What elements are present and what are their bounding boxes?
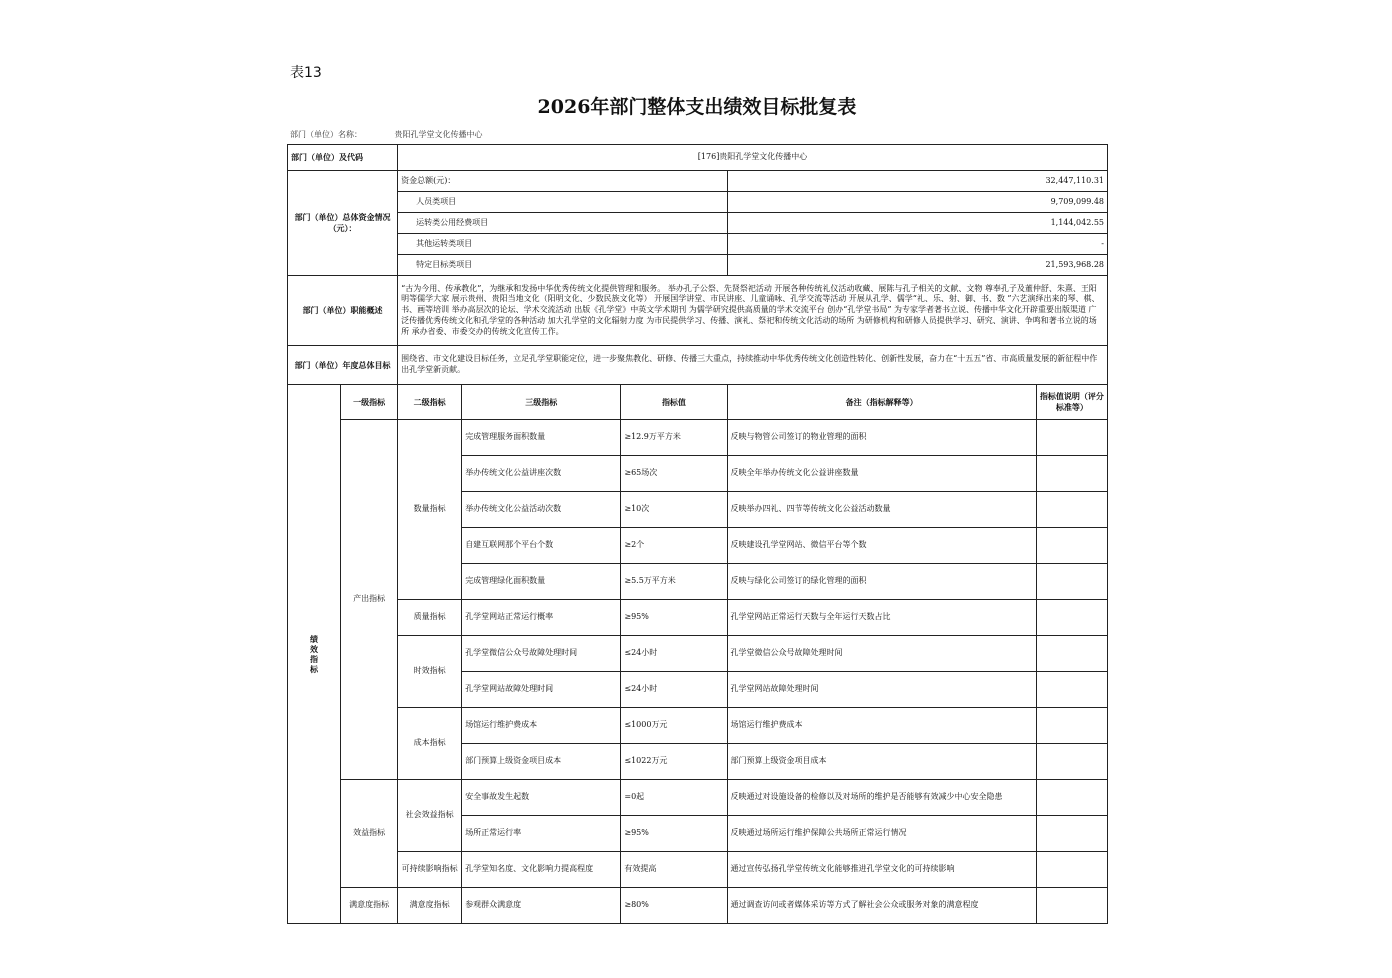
indicator-name: 孔学堂网站故障处理时间 xyxy=(462,672,621,708)
code-label: 部门（单位）及代码 xyxy=(288,145,398,171)
indicator-value: ≥5.5万平方米 xyxy=(621,564,727,600)
indicator-name: 孔学堂微信公众号故障处理时间 xyxy=(462,636,621,672)
indicator-name: 孔学堂知名度、文化影响力提高程度 xyxy=(462,852,621,888)
indicator-row xyxy=(288,420,1108,456)
indicator-standard xyxy=(1036,780,1107,816)
indicator-value: ≥10次 xyxy=(621,492,727,528)
indicator-standard xyxy=(1036,420,1107,456)
funds-item-value: - xyxy=(727,234,1108,255)
indicator-row xyxy=(288,708,1108,744)
indicator-note: 反映与物管公司签订的物业管理的面积 xyxy=(727,420,1036,456)
indicator-name: 场馆运行维护费成本 xyxy=(462,708,621,744)
indicator-standard xyxy=(1036,600,1107,636)
header-standard: 指标值说明（评分标准等） xyxy=(1036,385,1107,420)
funds-item-name: 人员类项目 xyxy=(398,192,727,213)
indicator-value: =0起 xyxy=(621,780,727,816)
code-value: [176]贵阳孔学堂文化传播中心 xyxy=(398,145,1108,171)
performance-label xyxy=(288,385,341,924)
indicator-note: 孔学堂网站故障处理时间 xyxy=(727,672,1036,708)
indicator-value: ≤24小时 xyxy=(621,672,727,708)
indicator-note: 反映通过场所运行维护保障公共场所正常运行情况 xyxy=(727,816,1036,852)
performance-target-table xyxy=(287,144,1108,924)
indicator-header-row xyxy=(288,385,1108,420)
funds-item-name: 运转类公用经费项目 xyxy=(398,213,727,234)
indicator-note: 场馆运行维护费成本 xyxy=(727,708,1036,744)
department-label: 部门（单位）名称： xyxy=(290,130,362,139)
indicator-standard xyxy=(1036,528,1107,564)
indicator-name: 完成管理绿化面积数量 xyxy=(462,564,621,600)
funds-row xyxy=(288,192,1108,213)
level1-output: 产出指标 xyxy=(341,420,398,780)
indicator-value: ≤24小时 xyxy=(621,636,727,672)
funds-item-value: 9,709,099.48 xyxy=(727,192,1108,213)
indicator-standard xyxy=(1036,816,1107,852)
performance-label-text: 绩效指标 xyxy=(310,634,319,674)
level2-timeliness: 时效指标 xyxy=(398,636,462,708)
indicator-note: 孔学堂微信公众号故障处理时间 xyxy=(727,636,1036,672)
indicator-row xyxy=(288,636,1108,672)
indicator-note: 反映举办四礼、四节等传统文化公益活动数量 xyxy=(727,492,1036,528)
funds-row xyxy=(288,171,1108,192)
indicator-standard xyxy=(1036,744,1107,780)
goal-label: 部门（单位）年度总体目标 xyxy=(288,346,398,385)
level2-satisfaction: 满意度指标 xyxy=(398,888,462,924)
page-title: 2026年部门整体支出绩效目标批复表 xyxy=(537,96,857,118)
funds-row xyxy=(288,213,1108,234)
funds-item-value: 1,144,042.55 xyxy=(727,213,1108,234)
indicator-standard xyxy=(1036,456,1107,492)
indicator-standard xyxy=(1036,888,1107,924)
indicator-value: 有效提高 xyxy=(621,852,727,888)
indicator-name: 场所正常运行率 xyxy=(462,816,621,852)
indicator-name: 自建互联网那个平台个数 xyxy=(462,528,621,564)
funds-item-value: 21,593,968.28 xyxy=(727,255,1108,276)
funds-item-name: 其他运转类项目 xyxy=(398,234,727,255)
indicator-standard xyxy=(1036,492,1107,528)
indicator-value: ≥65场次 xyxy=(621,456,727,492)
indicator-note: 反映全年举办传统文化公益讲座数量 xyxy=(727,456,1036,492)
goal-text: 围绕省、市文化建设目标任务，立足孔学堂职能定位，进一步聚焦教化、研修、传播三大重点，持续推动中华优秀传统文化创造性转化、创新性发展，奋力在“十五五”省、市高质量发展的新征程中作出孔学堂新贡献。 xyxy=(398,346,1108,385)
function-row xyxy=(288,276,1108,346)
indicator-note: 孔学堂网站正常运行天数与全年运行天数占比 xyxy=(727,600,1036,636)
funds-item-name: 特定目标类项目 xyxy=(398,255,727,276)
level2-quality: 质量指标 xyxy=(398,600,462,636)
indicator-value: ≤1000万元 xyxy=(621,708,727,744)
header-level2: 二级指标 xyxy=(398,385,462,420)
indicator-standard xyxy=(1036,636,1107,672)
level2-cost: 成本指标 xyxy=(398,708,462,780)
level1-benefit: 效益指标 xyxy=(341,780,398,888)
funds-item-value: 32,447,110.31 xyxy=(727,171,1108,192)
indicator-value: ≥95% xyxy=(621,816,727,852)
funds-label: 部门（单位）总体资金情况（元）： xyxy=(288,171,398,276)
header-level1: 一级指标 xyxy=(341,385,398,420)
header-level3: 三级指标 xyxy=(462,385,621,420)
funds-row xyxy=(288,234,1108,255)
indicator-value: ≥12.9万平方米 xyxy=(621,420,727,456)
indicator-name: 举办传统文化公益讲座次数 xyxy=(462,456,621,492)
header-note: 备注（指标解释等） xyxy=(727,385,1036,420)
indicator-note: 通过宣传弘扬孔学堂传统文化能够推进孔学堂文化的可持续影响 xyxy=(727,852,1036,888)
indicator-name: 孔学堂网站正常运行概率 xyxy=(462,600,621,636)
department-line xyxy=(290,129,513,140)
indicator-name: 参观群众满意度 xyxy=(462,888,621,924)
department-value: 贵阳孔学堂文化传播中心 xyxy=(394,130,483,139)
indicator-row xyxy=(288,852,1108,888)
indicator-name: 部门预算上级资金项目成本 xyxy=(462,744,621,780)
funds-row xyxy=(288,255,1108,276)
indicator-name: 安全事故发生起数 xyxy=(462,780,621,816)
header-value: 指标值 xyxy=(621,385,727,420)
indicator-note: 反映建设孔学堂网站、微信平台等个数 xyxy=(727,528,1036,564)
code-row xyxy=(288,145,1108,171)
level1-satisfaction: 满意度指标 xyxy=(341,888,398,924)
indicator-note: 反映与绿化公司签订的绿化管理的面积 xyxy=(727,564,1036,600)
indicator-value: ≥2个 xyxy=(621,528,727,564)
indicator-note: 通过调查访问或者媒体采访等方式了解社会公众或服务对象的满意程度 xyxy=(727,888,1036,924)
indicator-name: 完成管理服务面积数量 xyxy=(462,420,621,456)
indicator-name: 举办传统文化公益活动次数 xyxy=(462,492,621,528)
level2-social-benefit: 社会效益指标 xyxy=(398,780,462,852)
indicator-row xyxy=(288,600,1108,636)
table-number: 表13 xyxy=(290,65,322,81)
indicator-value: ≥95% xyxy=(621,600,727,636)
indicator-row xyxy=(288,780,1108,816)
indicator-note: 反映通过对设施设备的检修以及对场所的维护是否能够有效减少中心安全隐患 xyxy=(727,780,1036,816)
indicator-row xyxy=(288,888,1108,924)
indicator-standard xyxy=(1036,564,1107,600)
indicator-standard xyxy=(1036,672,1107,708)
function-text: “古为今用、传承教化”，为继承和发扬中华优秀传统文化提供管理和服务。 举办孔子公祭、先贤祭祀活动 开展各种传统礼仪活动收藏、展陈与孔子相关的文献、文物 尊奉孔子及董仲舒、朱熹、王阳明等儒学大家 展示贵州、贵阳当地文化（阳明文化、少数民族文化等） 开展国学讲堂、市民讲座、儿童诵咏、孔学交流等活动 开展从孔学、儒学“礼、乐、射、御、书、数 ”六艺演绎出来的琴、棋、书、画等培训 举办高层次的论坛、学术交流活动 出版《孔学堂》中英文学术期刊 为儒学研究提供高质量的学术交流平台 创办“孔学堂书局” 为专家学者著书立说、传播中华文化开辟重要出版渠道 广泛传播优秀传统文化和孔学堂的各种活动 加大孔学堂的文化辐射力度 为市民提供学习、传播、演礼、祭祀和传统文化活动的场所 为研修机构和研修人员提供学习、研究、演讲、争鸣和著书立说的场所 承办省委、市委交办的传统文化宣传工作。 xyxy=(398,276,1108,346)
indicator-standard xyxy=(1036,708,1107,744)
goal-row xyxy=(288,346,1108,385)
indicator-value: ≤1022万元 xyxy=(621,744,727,780)
indicator-value: ≥80% xyxy=(621,888,727,924)
indicator-standard xyxy=(1036,852,1107,888)
function-label: 部门（单位）职能概述 xyxy=(288,276,398,346)
level2-sustainable-impact: 可持续影响指标 xyxy=(398,852,462,888)
level2-quantity: 数量指标 xyxy=(398,420,462,600)
funds-item-name: 资金总额(元)： xyxy=(398,171,727,192)
indicator-note: 部门预算上级资金项目成本 xyxy=(727,744,1036,780)
